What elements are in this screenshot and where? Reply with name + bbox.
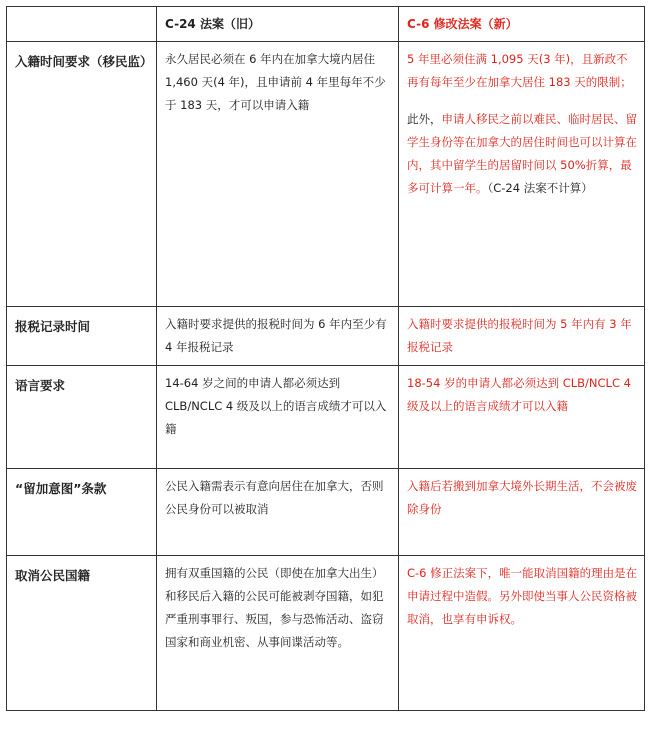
new-law-cell: 18-54 岁的申请人都必须达到 CLB/NCLC 4 级及以上的语言成绩才可以入籍 — [399, 366, 645, 469]
header-old-law: C-24 法案（旧） — [157, 7, 399, 42]
new-law-prefix: 此外， — [407, 112, 442, 126]
new-law-cell: 入籍时要求提供的报税时间为 5 年内有 3 年报税记录 — [399, 307, 645, 366]
old-law-cell: 公民入籍需表示有意向居住在加拿大，否则公民身份可以被取消 — [157, 469, 399, 556]
new-law-paragraph: 5 年里必须住满 1,095 天(3 年)，且新政不再有每年至少在加拿大居住 183 天的限制； — [407, 52, 632, 89]
header-new-law: C-6 修改法案（新） — [399, 7, 645, 42]
new-law-cell: 入籍后若搬到加拿大境外长期生活，不会被废除身份 — [399, 469, 645, 556]
new-law-cell — [399, 42, 645, 307]
row-label: 报税记录时间 — [7, 307, 157, 366]
table-row — [7, 307, 645, 366]
new-law-paragraph — [407, 108, 638, 200]
new-law-suffix: （C-24 法案不计算） — [487, 181, 593, 195]
table-row — [7, 42, 645, 307]
new-law-highlight: 申请人移民之前以难民、临时居民、留学生身份等在加拿大的居住时间也可以计算在内，其中留学生的居留时间以 50%折算，最多可计算一年。 — [407, 112, 637, 195]
header-corner-cell — [7, 7, 157, 42]
row-label: 取消公民国籍 — [7, 556, 157, 711]
row-label: 入籍时间要求（移民监） — [7, 42, 157, 307]
table-row — [7, 366, 645, 469]
row-label: “留加意图”条款 — [7, 469, 157, 556]
old-law-cell: 拥有双重国籍的公民（即使在加拿大出生）和移民后入籍的公民可能被剥夺国籍，如犯严重刑事罪行、叛国，参与恐怖活动、盗窃国家和商业机密、从事间谍活动等。 — [157, 556, 399, 711]
table-row — [7, 469, 645, 556]
row-label: 语言要求 — [7, 366, 157, 469]
old-law-cell: 入籍时要求提供的报税时间为 6 年内至少有 4 年报税记录 — [157, 307, 399, 366]
table-header-row — [7, 7, 645, 42]
old-law-cell: 14-64 岁之间的申请人都必须达到 CLB/NCLC 4 级及以上的语言成绩才可以入籍 — [157, 366, 399, 469]
comparison-table — [6, 6, 645, 711]
new-law-cell: C-6 修正法案下，唯一能取消国籍的理由是在申请过程中造假。另外即使当事人公民资格被取消，也享有申诉权。 — [399, 556, 645, 711]
old-law-cell: 永久居民必须在 6 年内在加拿大境内居住 1,460 天(4 年)，且申请前 4 年里每年不少于 183 天，才可以申请入籍 — [157, 42, 399, 307]
table-row — [7, 556, 645, 711]
